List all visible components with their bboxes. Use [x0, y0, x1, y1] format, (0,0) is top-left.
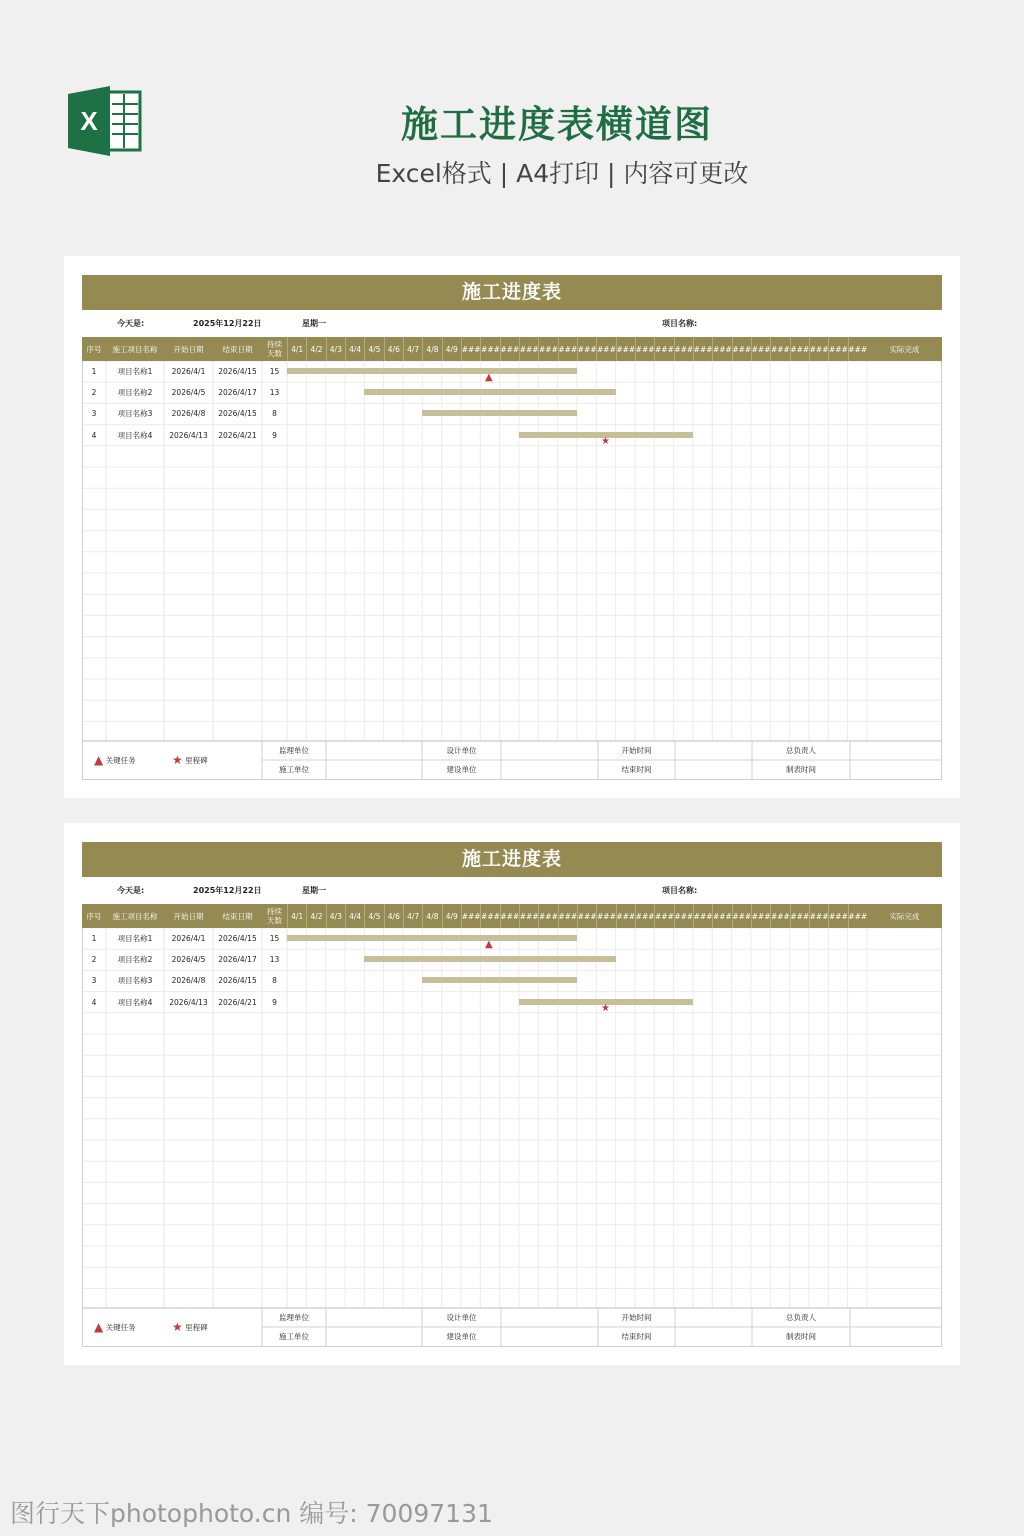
col-date: 4/5	[364, 904, 383, 928]
sheet-title: 施工进度表	[82, 275, 942, 310]
cell-name: 项目名称1	[117, 367, 153, 376]
cell-name: 项目名称1	[117, 934, 153, 943]
key-task-triangle-icon: ▲	[484, 372, 493, 383]
footer-label: 结束时间	[621, 765, 652, 774]
legend-key-task	[94, 1320, 136, 1334]
footer-label: 监理单位	[279, 1313, 309, 1322]
col-date: ###	[616, 337, 635, 361]
watermark: 图行天下photophoto.cn 编号: 70097131	[10, 1499, 493, 1528]
cell-start: 2026/4/5	[171, 388, 206, 398]
col-date: ###	[809, 904, 828, 928]
col-date: ###	[596, 904, 615, 928]
cell-start: 2026/4/13	[169, 430, 208, 440]
legend-label: 关键任务	[105, 756, 136, 765]
footer-label: 开始时间	[621, 746, 652, 755]
weekday: 星期一	[302, 319, 326, 328]
col-date: ###	[500, 337, 519, 361]
col-date: ###	[693, 337, 712, 361]
milestone-star-icon: ★	[600, 435, 610, 447]
footer-label: 设计单位	[446, 746, 477, 755]
col-start: 开始日期	[164, 904, 213, 928]
cell-days: 8	[272, 976, 277, 986]
col-date: 4/3	[326, 904, 345, 928]
col-date: ###	[770, 904, 789, 928]
cell-name: 项目名称4	[117, 430, 153, 440]
col-date: ###	[751, 337, 770, 361]
col-date: 4/5	[364, 337, 383, 361]
triangle-icon: ▲	[94, 753, 104, 767]
col-date: 4/9	[442, 904, 461, 928]
col-date: ###	[790, 904, 809, 928]
cell-end: 2026/4/15	[218, 934, 257, 943]
col-date: ###	[519, 337, 538, 361]
cell-days: 15	[269, 367, 280, 376]
today-label: 今天是:	[117, 319, 145, 328]
col-actual: 实际完成	[867, 337, 942, 361]
col-date: 4/8	[422, 904, 441, 928]
col-actual: 实际完成	[867, 904, 942, 928]
col-date: ###	[712, 337, 731, 361]
legend-label: 里程碑	[185, 1323, 208, 1332]
col-date: 4/8	[422, 337, 441, 361]
cell-start: 2026/4/8	[171, 976, 206, 986]
col-no: 序号	[82, 337, 106, 361]
col-date: 4/1	[287, 904, 306, 928]
cell-name: 项目名称2	[117, 955, 153, 965]
svg-text:X: X	[80, 106, 98, 136]
col-date: ###	[828, 904, 847, 928]
col-date: 4/9	[442, 337, 461, 361]
col-date: ###	[461, 337, 480, 361]
project-label: 项目名称:	[662, 319, 698, 328]
col-date: ###	[577, 337, 596, 361]
cell-days: 8	[272, 409, 277, 419]
cell-no: 4	[91, 997, 97, 1007]
cell-name: 项目名称4	[117, 997, 153, 1007]
legend-label: 里程碑	[185, 756, 208, 765]
col-date: ###	[848, 337, 867, 361]
cell-name: 项目名称2	[117, 388, 153, 398]
col-date: 4/2	[306, 904, 325, 928]
col-date: 4/2	[306, 337, 325, 361]
col-date: ###	[635, 904, 654, 928]
sheet-title: 施工进度表	[82, 842, 942, 877]
col-date: ###	[674, 337, 693, 361]
cell-start: 2026/4/5	[171, 955, 206, 965]
footer-label: 监理单位	[279, 746, 309, 755]
gantt-sheet	[64, 823, 960, 1365]
col-days: 持续 天数	[262, 337, 287, 361]
cell-no: 2	[91, 388, 97, 398]
cell-no: 3	[91, 409, 97, 419]
col-date: ###	[654, 904, 673, 928]
col-start: 开始日期	[164, 337, 213, 361]
footer-label: 建设单位	[446, 1332, 477, 1341]
col-date: 4/1	[287, 337, 306, 361]
cell-name: 项目名称3	[117, 409, 153, 419]
footer-label: 施工单位	[279, 765, 309, 774]
col-date: 4/4	[345, 904, 364, 928]
col-date: ###	[480, 337, 499, 361]
today-value: 2025年12月22日	[193, 886, 262, 895]
triangle-icon: ▲	[94, 1320, 104, 1334]
col-date: ###	[519, 904, 538, 928]
col-date: 4/7	[403, 337, 422, 361]
key-task-triangle-icon: ▲	[484, 939, 493, 950]
footer-label: 总负责人	[786, 1313, 816, 1322]
cell-start: 2026/4/13	[169, 997, 208, 1007]
gantt-bar	[422, 410, 577, 416]
cell-end: 2026/4/15	[218, 976, 257, 986]
today-value: 2025年12月22日	[193, 319, 262, 328]
cell-days: 13	[269, 388, 280, 398]
legend-key-task	[94, 753, 136, 767]
cell-days: 13	[269, 955, 280, 965]
footer-label: 结束时间	[621, 1332, 652, 1341]
cell-end: 2026/4/15	[218, 409, 257, 419]
cell-no: 1	[91, 934, 97, 943]
gantt-bar	[364, 956, 615, 962]
page-title: 施工进度表横道图	[401, 103, 713, 146]
cell-end: 2026/4/21	[218, 997, 257, 1007]
gantt-bar	[364, 389, 615, 395]
col-date: 4/4	[345, 337, 364, 361]
gantt-grid	[82, 337, 942, 780]
col-date: ###	[712, 904, 731, 928]
cell-start: 2026/4/8	[171, 409, 206, 419]
cell-no: 2	[91, 955, 97, 965]
col-date: 4/7	[403, 904, 422, 928]
milestone-star-icon: ★	[600, 1002, 610, 1014]
col-date: 4/6	[384, 337, 403, 361]
footer-label: 制表时间	[786, 1332, 816, 1341]
col-end: 结束日期	[213, 904, 262, 928]
col-days: 持续 天数	[262, 904, 287, 928]
col-date: ###	[616, 904, 635, 928]
gantt-bar	[422, 977, 577, 983]
gantt-sheet	[64, 256, 960, 798]
legend-label: 关键任务	[105, 1323, 136, 1332]
gantt-bar	[287, 935, 577, 941]
cell-days: 9	[272, 997, 277, 1007]
weekday: 星期一	[302, 886, 326, 895]
cell-start: 2026/4/1	[171, 934, 206, 943]
col-date: ###	[538, 337, 557, 361]
page-subtitle: Excel格式 | A4打印 | 内容可更改	[375, 159, 749, 188]
cell-end: 2026/4/17	[218, 388, 257, 398]
cell-end: 2026/4/17	[218, 955, 257, 965]
cell-name: 项目名称3	[117, 976, 153, 986]
footer-label: 制表时间	[786, 765, 816, 774]
col-no: 序号	[82, 904, 106, 928]
col-date: 4/6	[384, 904, 403, 928]
legend-milestone	[172, 753, 208, 767]
footer-label: 建设单位	[446, 765, 477, 774]
col-date: ###	[809, 337, 828, 361]
footer-label: 开始时间	[621, 1313, 652, 1322]
cell-end: 2026/4/15	[218, 367, 257, 376]
footer-label: 总负责人	[786, 746, 816, 755]
star-icon: ★	[172, 1320, 183, 1334]
gantt-bar	[287, 368, 577, 374]
col-date: ###	[693, 904, 712, 928]
footer-label: 设计单位	[446, 1313, 477, 1322]
legend-milestone	[172, 1320, 208, 1334]
col-date: ###	[770, 337, 789, 361]
star-icon: ★	[172, 753, 183, 767]
col-date: ###	[538, 904, 557, 928]
cell-end: 2026/4/21	[218, 430, 257, 440]
col-date: ###	[790, 337, 809, 361]
col-date: ###	[558, 337, 577, 361]
col-end: 结束日期	[213, 337, 262, 361]
col-date: ###	[461, 904, 480, 928]
col-date: 4/3	[326, 337, 345, 361]
col-date: ###	[480, 904, 499, 928]
cell-no: 1	[91, 367, 97, 376]
cell-start: 2026/4/1	[171, 367, 206, 376]
col-date: ###	[732, 904, 751, 928]
col-date: ###	[828, 337, 847, 361]
col-date: ###	[732, 337, 751, 361]
col-date: ###	[596, 337, 615, 361]
col-date: ###	[674, 904, 693, 928]
col-date: ###	[635, 337, 654, 361]
cell-no: 3	[91, 976, 97, 986]
cell-no: 4	[91, 430, 97, 440]
col-date: ###	[500, 904, 519, 928]
today-label: 今天是:	[117, 886, 145, 895]
col-date: ###	[558, 904, 577, 928]
cell-days: 15	[269, 934, 280, 943]
col-date: ###	[577, 904, 596, 928]
col-name: 施工项目名称	[106, 337, 164, 361]
col-date: ###	[654, 337, 673, 361]
col-date: ###	[848, 904, 867, 928]
project-label: 项目名称:	[662, 886, 698, 895]
gantt-grid	[82, 904, 942, 1347]
cell-days: 9	[272, 430, 277, 440]
col-name: 施工项目名称	[106, 904, 164, 928]
col-date: ###	[751, 904, 770, 928]
footer-label: 施工单位	[279, 1332, 309, 1341]
